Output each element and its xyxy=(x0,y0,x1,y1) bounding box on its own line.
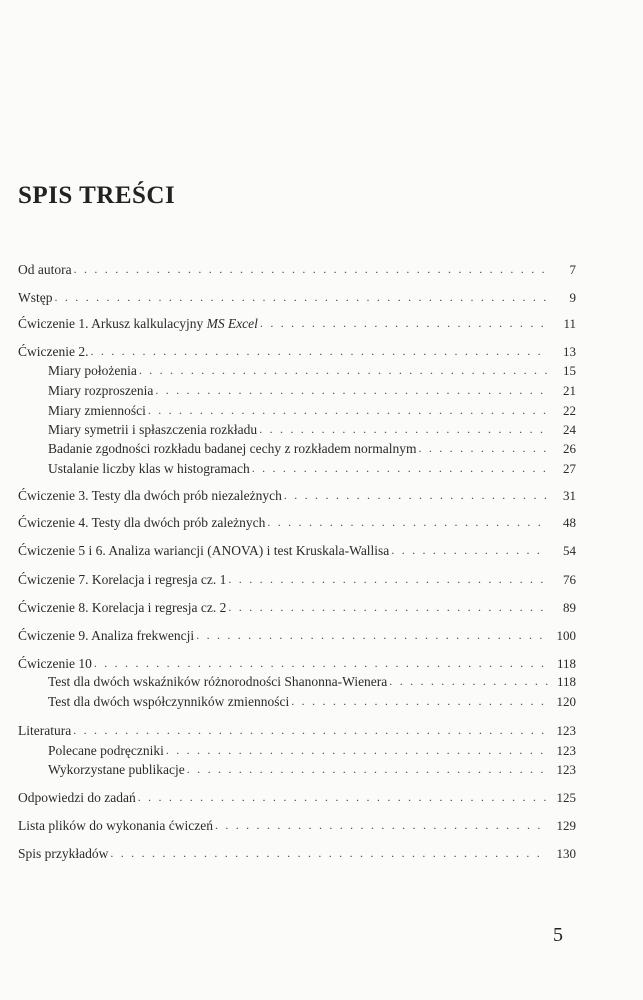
dot-leader xyxy=(252,462,548,474)
toc-entry-label: Odpowiedzi do zadań xyxy=(18,789,136,805)
toc-entry-page: 118 xyxy=(556,656,576,671)
dot-leader xyxy=(74,263,548,275)
toc-entry-label: Badanie zgodności rozkładu badanej cechy z rozkładem normalnym xyxy=(48,440,417,456)
toc-entry-page: 100 xyxy=(556,628,576,643)
toc-entry-cwiczenie-3[interactable] xyxy=(18,482,576,502)
toc-subentry-badanie-zgodnosci[interactable] xyxy=(48,435,576,455)
toc-entry-label: Ćwiczenie 9. Analiza frekwencji xyxy=(18,627,195,643)
dot-leader xyxy=(228,573,548,585)
dot-leader xyxy=(267,516,548,528)
toc-entry-cwiczenie-8[interactable] xyxy=(18,594,576,614)
dot-leader xyxy=(138,791,548,803)
toc-subentry-test-shanonna-wienera[interactable] xyxy=(48,668,576,688)
toc-entry-label: Miary rozproszenia xyxy=(48,382,154,398)
dot-leader xyxy=(90,345,548,357)
dot-leader xyxy=(196,629,548,641)
toc-entry-page: 125 xyxy=(556,790,576,805)
toc-subentry-miary-zmiennosci[interactable] xyxy=(48,397,576,417)
dot-leader xyxy=(259,423,548,435)
toc-entry-cwiczenie-1[interactable] xyxy=(18,310,576,330)
toc-entry-cwiczenie-4[interactable] xyxy=(18,509,576,529)
toc-entry-page: 24 xyxy=(563,422,576,437)
toc-entry-label: Ćwiczenie 8. Korelacja i regresja cz. 2 xyxy=(18,599,227,615)
toc-entry-label: Ćwiczenie 7. Korelacja i regresja cz. 1 xyxy=(18,571,227,587)
toc-entry-label: Test dla dwóch współczynników zmienności xyxy=(48,693,290,709)
toc-entry-label-emphasis: MS Excel xyxy=(206,315,258,331)
dot-leader xyxy=(55,291,549,303)
toc-entry-page: 21 xyxy=(563,383,576,398)
toc-entry-label: Ćwiczenie 2. xyxy=(18,343,89,359)
dot-leader xyxy=(187,763,548,775)
toc-entry-cwiczenie-5-6[interactable] xyxy=(18,537,576,557)
dot-leader xyxy=(73,724,548,736)
toc-entry-label: Miary symetrii i spłaszczenia rozkładu xyxy=(48,421,258,437)
toc-entry-cwiczenie-2[interactable] xyxy=(18,338,576,358)
dot-leader xyxy=(110,847,548,859)
toc-entry-label: Test dla dwóch wskaźników różnorodności Shanonna-Wienera xyxy=(48,673,388,689)
toc-entry-page: 26 xyxy=(563,441,576,456)
toc-entry-page: 9 xyxy=(569,290,576,305)
toc-entry-page: 123 xyxy=(556,723,576,738)
toc-entry-label: Lista plików do wykonania ćwiczeń xyxy=(18,817,213,833)
toc-entry-label: Miary zmienności xyxy=(48,402,146,418)
toc-entry-label: Polecane podręczniki xyxy=(48,742,164,758)
toc-subentry-miary-symetrii[interactable] xyxy=(48,416,576,436)
dot-leader xyxy=(139,364,548,376)
toc-entry-label: Ustalanie liczby klas w histogramach xyxy=(48,460,250,476)
toc-subentry-test-wspolczynnikow[interactable] xyxy=(48,688,576,708)
toc-entry-label-text: Ćwiczenie 1. Arkusz kalkulacyjny xyxy=(18,315,207,331)
toc-entry-label: Wykorzystane publikacje xyxy=(48,761,185,777)
toc-entry-label: Miary położenia xyxy=(48,362,137,378)
dot-leader xyxy=(291,695,548,707)
toc-entry-page: 123 xyxy=(556,743,576,758)
dot-leader xyxy=(155,384,548,396)
dot-leader xyxy=(391,544,548,556)
toc-entry-lista-plikow[interactable] xyxy=(18,812,576,832)
dot-leader xyxy=(166,744,548,756)
toc-entry-label: Ćwiczenie 10 xyxy=(18,655,92,671)
toc-entry-odpowiedzi[interactable] xyxy=(18,784,576,804)
toc-entry-label: Ćwiczenie 5 i 6. Analiza wariancji (ANOVA) i test Kruskala-Wallisa xyxy=(18,542,390,558)
dot-leader xyxy=(215,819,548,831)
toc-entry-page: 118 xyxy=(556,674,576,689)
dot-leader xyxy=(418,442,548,454)
toc-entry-label: Od autora xyxy=(18,261,72,277)
dot-leader xyxy=(260,317,548,329)
toc-entry-page: 89 xyxy=(563,600,576,615)
toc-entry-cwiczenie-7[interactable] xyxy=(18,566,576,586)
toc-entry-cwiczenie-9[interactable] xyxy=(18,622,576,642)
toc-entry-page: 11 xyxy=(563,316,576,331)
toc-entry-label: Spis przykładów xyxy=(18,845,109,861)
toc-subentry-miary-rozproszenia[interactable] xyxy=(48,377,576,397)
toc-entry-page: 129 xyxy=(556,818,576,833)
toc-entry-page: 13 xyxy=(563,344,576,359)
toc-entry-page: 130 xyxy=(556,846,576,861)
dot-leader xyxy=(284,489,548,501)
toc-subentry-miary-polozenia[interactable] xyxy=(48,357,576,377)
toc-entry-label: Wstęp xyxy=(18,289,53,305)
toc-subentry-wykorzystane-publikacje[interactable] xyxy=(48,756,576,776)
toc-entry-label: Literatura xyxy=(18,722,72,738)
toc-entry-page: 31 xyxy=(563,488,576,503)
toc-entry-spis-przykladow[interactable] xyxy=(18,840,576,860)
toc-entry-literatura[interactable] xyxy=(18,717,576,737)
toc-entry-label: Ćwiczenie 4. Testy dla dwóch prób zależnych xyxy=(18,514,266,530)
toc-entry-label: Ćwiczenie 3. Testy dla dwóch prób niezależnych xyxy=(18,487,282,503)
toc-entry-wstep[interactable] xyxy=(18,284,576,304)
toc-entry-cwiczenie-10[interactable] xyxy=(18,650,576,670)
toc-entry-page: 48 xyxy=(563,515,576,530)
toc-subentry-polecane-podreczniki[interactable] xyxy=(48,737,576,757)
dot-leader xyxy=(148,404,548,416)
toc-entry-page: 54 xyxy=(563,543,576,558)
toc-entry-page: 123 xyxy=(556,762,576,777)
dot-leader xyxy=(228,601,548,613)
toc-entry-page: 7 xyxy=(569,262,576,277)
toc-entry-page: 120 xyxy=(556,694,576,709)
toc-entry-od-autora[interactable] xyxy=(18,256,576,276)
toc-entry-page: 27 xyxy=(563,461,576,476)
toc-entry-label xyxy=(18,317,258,331)
toc-entry-page: 22 xyxy=(563,403,576,418)
toc-entry-page: 76 xyxy=(563,572,576,587)
toc-entry-page: 15 xyxy=(563,363,576,378)
page-title: SPIS TREŚCI xyxy=(18,182,176,209)
toc-subentry-ustalanie-liczby-klas[interactable] xyxy=(48,455,576,475)
dot-leader xyxy=(389,675,548,687)
page-number: 5 xyxy=(553,924,563,946)
